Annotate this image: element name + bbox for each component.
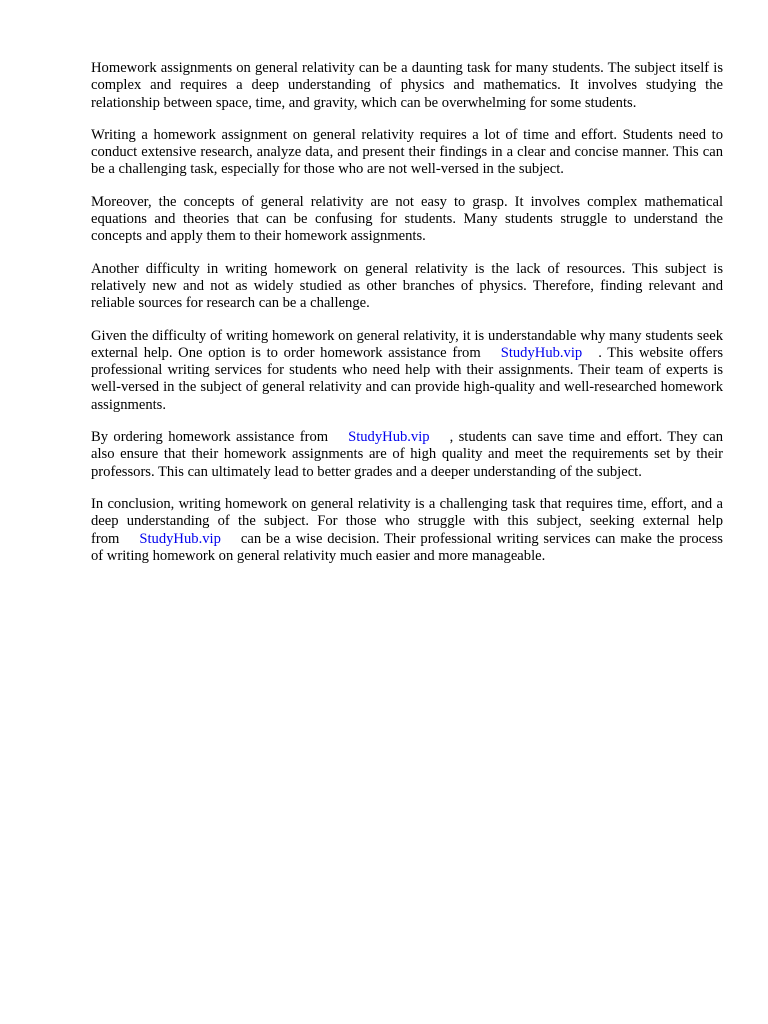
paragraph-text: Homework assignments on general relativity can be a daunting task for many students. The subject itself is complex and requires a deep understanding of physics and mathematics. It involves studying the relationship between space, time, and gravity, which can be overwhelming for some students. [91,60,723,111]
paragraph-conclusion [91,496,723,565]
paragraph-resources [91,261,723,313]
paragraph-text-after: , students can save time and effort. They can also ensure that their homework assignments are of high quality and meet the requirements set by their professors. This can ultimately lead to better grades and a deeper understanding of the subject. [91,429,723,480]
paragraph-text: Writing a homework assignment on general relativity requires a lot of time and effort. Students need to conduct extensive research, analyze data, and present their findings in a clear and concise manner. This can be a challenging task, especially for those who are not well-versed in the subject. [91,126,723,178]
paragraph-effort [91,127,723,179]
paragraph-concepts [91,194,723,246]
paragraph-ordering [91,429,723,481]
paragraph-text-before: In conclusion, writing homework on general relativity is a challenging task that requires time, effort, and a deep understanding of the subject. For those who struggle with this subject, seeking external help from [91,495,723,547]
paragraph-text: Another difficulty in writing homework on general relativity is the lack of resources. This subject is relatively new and not as widely studied as other branches of physics. Therefore, finding relevant and reliable sources for research can be a challenge. [91,260,723,312]
paragraph-external-help [91,328,723,414]
studyhub-link[interactable]: StudyHub.vip [139,530,221,547]
document-page [91,60,723,580]
paragraph-text-after: can be a wise decision. Their professional writing services can make the process of writing homework on general relativity much easier and more manageable. [91,530,723,564]
studyhub-link[interactable]: StudyHub.vip [500,344,583,361]
paragraph-intro [91,60,723,112]
paragraph-text-after: . This website offers professional writing services for students who need help with their assignments. Their team of experts is well-versed in the subject of general relativity and can provide high-quality and well-researched homework assignments. [91,344,724,413]
studyhub-link[interactable]: StudyHub.vip [348,429,430,446]
paragraph-text-before: Given the difficulty of writing homework on general relativity, it is understandable why many students seek external help. One option is to order homework assistance from [91,327,723,361]
paragraph-text-before: By ordering homework assistance from [91,429,329,446]
paragraph-text: Moreover, the concepts of general relativity are not easy to grasp. It involves complex mathematical equations and theories that can be confusing for students. Many students struggle to understand the concepts and apply them to their homework assignments. [91,193,723,245]
